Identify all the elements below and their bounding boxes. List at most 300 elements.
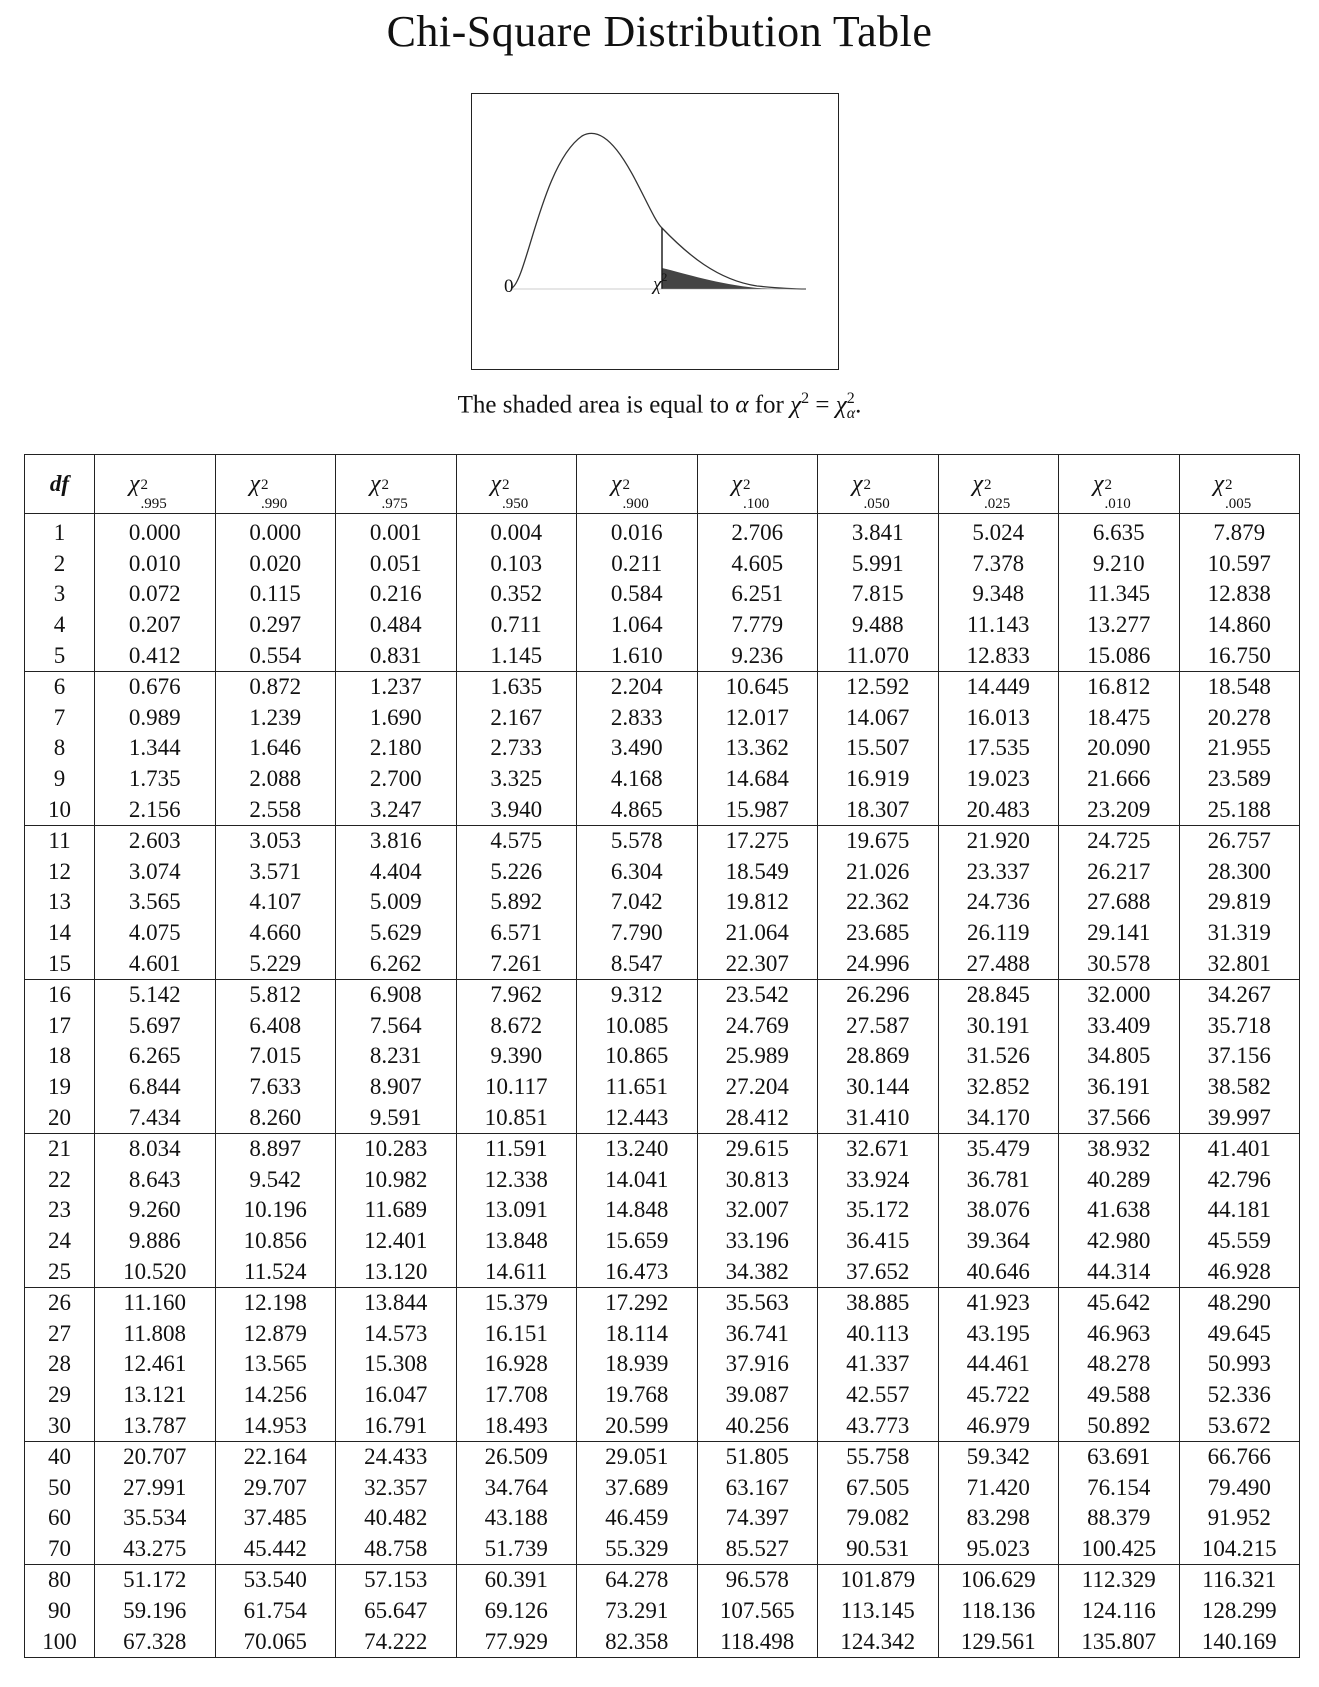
df-cell: 11 xyxy=(25,825,95,856)
value-cell: 24.725 xyxy=(1059,825,1180,856)
value-cell: 79.490 xyxy=(1179,1472,1300,1503)
distribution-figure xyxy=(471,93,839,370)
value-cell: 7.042 xyxy=(577,887,698,918)
table-header-row xyxy=(25,455,1300,514)
header-chi-symbol: χ xyxy=(972,470,984,497)
value-cell: 0.584 xyxy=(577,579,698,610)
value-cell: 50.892 xyxy=(1059,1410,1180,1441)
value-cell: 11.524 xyxy=(215,1256,336,1287)
value-cell: 1.690 xyxy=(336,703,457,734)
value-cell: 17.535 xyxy=(938,733,1059,764)
value-cell: 4.575 xyxy=(456,825,577,856)
value-cell: 43.188 xyxy=(456,1503,577,1534)
value-cell: 7.779 xyxy=(697,610,818,641)
value-cell: 13.121 xyxy=(95,1380,216,1411)
value-cell: 1.635 xyxy=(456,671,577,702)
value-cell: 129.561 xyxy=(938,1626,1059,1657)
value-cell: 11.689 xyxy=(336,1195,457,1226)
value-cell: 49.588 xyxy=(1059,1380,1180,1411)
value-cell: 41.923 xyxy=(938,1287,1059,1318)
value-cell: 16.812 xyxy=(1059,671,1180,702)
value-cell: 0.001 xyxy=(336,518,457,549)
value-cell: 13.787 xyxy=(95,1410,216,1441)
table-row xyxy=(25,1503,1300,1534)
value-cell: 15.987 xyxy=(697,794,818,825)
value-cell: 6.571 xyxy=(456,918,577,949)
value-cell: 53.672 xyxy=(1179,1410,1300,1441)
value-cell: 46.459 xyxy=(577,1503,698,1534)
value-cell: 3.841 xyxy=(818,518,939,549)
value-cell: 24.736 xyxy=(938,887,1059,918)
value-cell: 12.592 xyxy=(818,671,939,702)
value-cell: 50.993 xyxy=(1179,1349,1300,1380)
header-alpha-value: .900 xyxy=(622,495,649,512)
value-cell: 43.195 xyxy=(938,1318,1059,1349)
value-cell: 12.838 xyxy=(1179,579,1300,610)
value-cell: 14.256 xyxy=(215,1380,336,1411)
value-cell: 2.088 xyxy=(215,764,336,795)
header-chi-1: χ 2 .990 xyxy=(215,455,336,514)
value-cell: 45.442 xyxy=(215,1534,336,1565)
table-row xyxy=(25,979,1300,1010)
value-cell: 65.647 xyxy=(336,1596,457,1627)
value-cell: 0.484 xyxy=(336,610,457,641)
value-cell: 79.082 xyxy=(818,1503,939,1534)
value-cell: 39.087 xyxy=(697,1380,818,1411)
df-cell: 24 xyxy=(25,1226,95,1257)
value-cell: 55.758 xyxy=(818,1441,939,1472)
value-cell: 27.488 xyxy=(938,948,1059,979)
value-cell: 25.188 xyxy=(1179,794,1300,825)
value-cell: 5.812 xyxy=(215,979,336,1010)
value-cell: 23.589 xyxy=(1179,764,1300,795)
value-cell: 40.482 xyxy=(336,1503,457,1534)
value-cell: 8.260 xyxy=(215,1102,336,1133)
value-cell: 59.342 xyxy=(938,1441,1059,1472)
table-row xyxy=(25,549,1300,580)
value-cell: 1.735 xyxy=(95,764,216,795)
value-cell: 19.812 xyxy=(697,887,818,918)
value-cell: 16.473 xyxy=(577,1256,698,1287)
value-cell: 31.526 xyxy=(938,1041,1059,1072)
header-chi-symbol: χ xyxy=(851,470,863,497)
value-cell: 28.300 xyxy=(1179,857,1300,888)
value-cell: 6.251 xyxy=(697,579,818,610)
value-cell: 7.434 xyxy=(95,1102,216,1133)
value-cell: 44.461 xyxy=(938,1349,1059,1380)
value-cell: 1.145 xyxy=(456,640,577,671)
table-row xyxy=(25,1011,1300,1042)
df-cell: 25 xyxy=(25,1256,95,1287)
value-cell: 0.051 xyxy=(336,549,457,580)
value-cell: 9.236 xyxy=(697,640,818,671)
value-cell: 43.275 xyxy=(95,1534,216,1565)
value-cell: 6.908 xyxy=(336,979,457,1010)
value-cell: 7.015 xyxy=(215,1041,336,1072)
value-cell: 4.075 xyxy=(95,918,216,949)
table-row xyxy=(25,794,1300,825)
value-cell: 11.591 xyxy=(456,1133,577,1164)
value-cell: 1.610 xyxy=(577,640,698,671)
header-chi-9: χ 2 .005 xyxy=(1179,455,1300,514)
value-cell: 42.557 xyxy=(818,1380,939,1411)
value-cell: 6.262 xyxy=(336,948,457,979)
value-cell: 3.940 xyxy=(456,794,577,825)
value-cell: 42.796 xyxy=(1179,1164,1300,1195)
value-cell: 51.172 xyxy=(95,1565,216,1596)
value-cell: 9.260 xyxy=(95,1195,216,1226)
value-cell: 37.566 xyxy=(1059,1102,1180,1133)
value-cell: 140.169 xyxy=(1179,1626,1300,1657)
value-cell: 20.090 xyxy=(1059,733,1180,764)
df-cell: 18 xyxy=(25,1041,95,1072)
header-chi-5: χ 2 .100 xyxy=(697,455,818,514)
value-cell: 3.490 xyxy=(577,733,698,764)
value-cell: 23.209 xyxy=(1059,794,1180,825)
df-cell: 15 xyxy=(25,948,95,979)
value-cell: 2.833 xyxy=(577,703,698,734)
value-cell: 1.646 xyxy=(215,733,336,764)
df-cell: 28 xyxy=(25,1349,95,1380)
value-cell: 83.298 xyxy=(938,1503,1059,1534)
value-cell: 4.107 xyxy=(215,887,336,918)
value-cell: 21.064 xyxy=(697,918,818,949)
value-cell: 28.412 xyxy=(697,1102,818,1133)
value-cell: 26.296 xyxy=(818,979,939,1010)
table-row xyxy=(25,1534,1300,1565)
header-chi-7: χ 2 .025 xyxy=(938,455,1059,514)
value-cell: 11.160 xyxy=(95,1287,216,1318)
value-cell: 34.170 xyxy=(938,1102,1059,1133)
table-row xyxy=(25,1072,1300,1103)
table-row xyxy=(25,1441,1300,1472)
value-cell: 10.196 xyxy=(215,1195,336,1226)
value-cell: 51.739 xyxy=(456,1534,577,1565)
value-cell: 25.989 xyxy=(697,1041,818,1072)
df-cell: 19 xyxy=(25,1072,95,1103)
value-cell: 12.338 xyxy=(456,1164,577,1195)
value-cell: 32.801 xyxy=(1179,948,1300,979)
value-cell: 11.651 xyxy=(577,1072,698,1103)
value-cell: 53.540 xyxy=(215,1565,336,1596)
df-cell: 5 xyxy=(25,640,95,671)
value-cell: 40.289 xyxy=(1059,1164,1180,1195)
value-cell: 63.691 xyxy=(1059,1441,1180,1472)
value-cell: 0.831 xyxy=(336,640,457,671)
value-cell: 0.072 xyxy=(95,579,216,610)
value-cell: 8.907 xyxy=(336,1072,457,1103)
value-cell: 55.329 xyxy=(577,1534,698,1565)
value-cell: 7.790 xyxy=(577,918,698,949)
value-cell: 23.685 xyxy=(818,918,939,949)
value-cell: 15.308 xyxy=(336,1349,457,1380)
df-cell: 60 xyxy=(25,1503,95,1534)
value-cell: 24.769 xyxy=(697,1011,818,1042)
value-cell: 35.563 xyxy=(697,1287,818,1318)
value-cell: 22.362 xyxy=(818,887,939,918)
value-cell: 57.153 xyxy=(336,1565,457,1596)
value-cell: 12.017 xyxy=(697,703,818,734)
df-cell: 21 xyxy=(25,1133,95,1164)
value-cell: 2.700 xyxy=(336,764,457,795)
value-cell: 5.142 xyxy=(95,979,216,1010)
value-cell: 31.410 xyxy=(818,1102,939,1133)
value-cell: 60.391 xyxy=(456,1565,577,1596)
value-cell: 2.204 xyxy=(577,671,698,702)
value-cell: 5.892 xyxy=(456,887,577,918)
df-cell: 17 xyxy=(25,1011,95,1042)
value-cell: 101.879 xyxy=(818,1565,939,1596)
value-cell: 6.265 xyxy=(95,1041,216,1072)
value-cell: 27.688 xyxy=(1059,887,1180,918)
value-cell: 74.397 xyxy=(697,1503,818,1534)
value-cell: 20.483 xyxy=(938,794,1059,825)
value-cell: 27.587 xyxy=(818,1011,939,1042)
value-cell: 16.750 xyxy=(1179,640,1300,671)
value-cell: 0.010 xyxy=(95,549,216,580)
value-cell: 10.597 xyxy=(1179,549,1300,580)
value-cell: 36.415 xyxy=(818,1226,939,1257)
header-alpha-value: .995 xyxy=(140,495,167,512)
header-chi-symbol: χ xyxy=(610,470,622,497)
value-cell: 0.711 xyxy=(456,610,577,641)
value-cell: 1.064 xyxy=(577,610,698,641)
header-alpha-value: .975 xyxy=(381,495,408,512)
df-cell: 9 xyxy=(25,764,95,795)
chi-square-curve-illustration xyxy=(472,94,840,371)
value-cell: 30.144 xyxy=(818,1072,939,1103)
table-row xyxy=(25,1410,1300,1441)
value-cell: 13.240 xyxy=(577,1133,698,1164)
df-cell: 4 xyxy=(25,610,95,641)
value-cell: 26.757 xyxy=(1179,825,1300,856)
value-cell: 32.671 xyxy=(818,1133,939,1164)
value-cell: 12.833 xyxy=(938,640,1059,671)
value-cell: 12.401 xyxy=(336,1226,457,1257)
header-alpha-value: .050 xyxy=(863,495,890,512)
value-cell: 9.390 xyxy=(456,1041,577,1072)
df-cell: 22 xyxy=(25,1164,95,1195)
value-cell: 2.733 xyxy=(456,733,577,764)
value-cell: 118.136 xyxy=(938,1596,1059,1627)
df-cell: 40 xyxy=(25,1441,95,1472)
value-cell: 100.425 xyxy=(1059,1534,1180,1565)
df-cell: 1 xyxy=(25,518,95,549)
value-cell: 10.117 xyxy=(456,1072,577,1103)
value-cell: 9.312 xyxy=(577,979,698,1010)
value-cell: 116.321 xyxy=(1179,1565,1300,1596)
table-row xyxy=(25,857,1300,888)
figure-caption: The shaded area is equal to α for $\chi^2 = \chi^2_\alpha$. xyxy=(457,390,862,423)
value-cell: 17.275 xyxy=(697,825,818,856)
value-cell: 135.807 xyxy=(1059,1626,1180,1657)
value-cell: 22.164 xyxy=(215,1441,336,1472)
value-cell: 16.013 xyxy=(938,703,1059,734)
header-chi-6: χ 2 .050 xyxy=(818,455,939,514)
value-cell: 6.844 xyxy=(95,1072,216,1103)
value-cell: 3.325 xyxy=(456,764,577,795)
value-cell: 88.379 xyxy=(1059,1503,1180,1534)
value-cell: 32.007 xyxy=(697,1195,818,1226)
value-cell: 61.754 xyxy=(215,1596,336,1627)
value-cell: 11.143 xyxy=(938,610,1059,641)
value-cell: 13.844 xyxy=(336,1287,457,1318)
value-cell: 8.897 xyxy=(215,1133,336,1164)
value-cell: 14.573 xyxy=(336,1318,457,1349)
value-cell: 66.766 xyxy=(1179,1441,1300,1472)
value-cell: 76.154 xyxy=(1059,1472,1180,1503)
df-cell: 14 xyxy=(25,918,95,949)
value-cell: 3.074 xyxy=(95,857,216,888)
value-cell: 21.026 xyxy=(818,857,939,888)
value-cell: 30.578 xyxy=(1059,948,1180,979)
value-cell: 5.629 xyxy=(336,918,457,949)
value-cell: 34.805 xyxy=(1059,1041,1180,1072)
header-alpha-value: .005 xyxy=(1225,495,1252,512)
df-cell: 50 xyxy=(25,1472,95,1503)
header-chi-symbol: χ xyxy=(1092,470,1104,497)
value-cell: 9.591 xyxy=(336,1102,457,1133)
value-cell: 18.939 xyxy=(577,1349,698,1380)
df-cell: 8 xyxy=(25,733,95,764)
value-cell: 4.404 xyxy=(336,857,457,888)
value-cell: 82.358 xyxy=(577,1626,698,1657)
value-cell: 3.565 xyxy=(95,887,216,918)
value-cell: 1.239 xyxy=(215,703,336,734)
df-cell: 23 xyxy=(25,1195,95,1226)
value-cell: 5.009 xyxy=(336,887,457,918)
table-row xyxy=(25,579,1300,610)
value-cell: 36.191 xyxy=(1059,1072,1180,1103)
table-row xyxy=(25,1318,1300,1349)
value-cell: 16.791 xyxy=(336,1410,457,1441)
header-alpha-value: .100 xyxy=(743,495,770,512)
table-row xyxy=(25,918,1300,949)
value-cell: 38.885 xyxy=(818,1287,939,1318)
value-cell: 20.278 xyxy=(1179,703,1300,734)
value-cell: 35.534 xyxy=(95,1503,216,1534)
header-chi-symbol: χ xyxy=(1213,470,1225,497)
value-cell: 5.226 xyxy=(456,857,577,888)
density-curve xyxy=(512,133,806,289)
value-cell: 10.982 xyxy=(336,1164,457,1195)
value-cell: 9.210 xyxy=(1059,549,1180,580)
value-cell: 0.216 xyxy=(336,579,457,610)
value-cell: 106.629 xyxy=(938,1565,1059,1596)
value-cell: 29.819 xyxy=(1179,887,1300,918)
header-alpha-value: .010 xyxy=(1104,495,1131,512)
value-cell: 32.852 xyxy=(938,1072,1059,1103)
df-cell: 16 xyxy=(25,979,95,1010)
value-cell: 9.886 xyxy=(95,1226,216,1257)
value-cell: 118.498 xyxy=(697,1626,818,1657)
value-cell: 40.646 xyxy=(938,1256,1059,1287)
value-cell: 19.023 xyxy=(938,764,1059,795)
value-cell: 64.278 xyxy=(577,1565,698,1596)
value-cell: 18.493 xyxy=(456,1410,577,1441)
value-cell: 8.547 xyxy=(577,948,698,979)
df-cell: 90 xyxy=(25,1596,95,1627)
value-cell: 39.997 xyxy=(1179,1102,1300,1133)
value-cell: 0.989 xyxy=(95,703,216,734)
value-cell: 4.865 xyxy=(577,794,698,825)
shaded-tail-area xyxy=(662,268,806,289)
value-cell: 18.114 xyxy=(577,1318,698,1349)
value-cell: 59.196 xyxy=(95,1596,216,1627)
value-cell: 15.659 xyxy=(577,1226,698,1257)
value-cell: 19.675 xyxy=(818,825,939,856)
value-cell: 20.707 xyxy=(95,1441,216,1472)
value-cell: 48.290 xyxy=(1179,1287,1300,1318)
value-cell: 40.113 xyxy=(818,1318,939,1349)
value-cell: 46.979 xyxy=(938,1410,1059,1441)
df-cell: 100 xyxy=(25,1626,95,1657)
header-chi-symbol: χ xyxy=(249,470,261,497)
header-alpha-value: .950 xyxy=(502,495,529,512)
value-cell: 15.507 xyxy=(818,733,939,764)
value-cell: 91.952 xyxy=(1179,1503,1300,1534)
value-cell: 124.116 xyxy=(1059,1596,1180,1627)
value-cell: 21.920 xyxy=(938,825,1059,856)
header-chi-0: χ 2 .995 xyxy=(95,455,216,514)
chi-square-table xyxy=(24,454,1300,1658)
critical-label-exp: 2 xyxy=(661,270,668,284)
df-cell: 12 xyxy=(25,857,95,888)
value-cell: 31.319 xyxy=(1179,918,1300,949)
value-cell: 15.086 xyxy=(1059,640,1180,671)
value-cell: 41.638 xyxy=(1059,1195,1180,1226)
value-cell: 0.412 xyxy=(95,640,216,671)
table-row xyxy=(25,1102,1300,1133)
header-chi-3: χ 2 .950 xyxy=(456,455,577,514)
value-cell: 30.813 xyxy=(697,1164,818,1195)
value-cell: 0.676 xyxy=(95,671,216,702)
value-cell: 37.689 xyxy=(577,1472,698,1503)
value-cell: 1.344 xyxy=(95,733,216,764)
page-title: Chi-Square Distribution Table xyxy=(386,7,933,56)
value-cell: 36.781 xyxy=(938,1164,1059,1195)
value-cell: 35.479 xyxy=(938,1133,1059,1164)
critical-label-base: χ xyxy=(653,274,662,295)
value-cell: 2.180 xyxy=(336,733,457,764)
value-cell: 10.856 xyxy=(215,1226,336,1257)
value-cell: 15.379 xyxy=(456,1287,577,1318)
value-cell: 38.932 xyxy=(1059,1133,1180,1164)
value-cell: 9.348 xyxy=(938,579,1059,610)
header-chi-2: χ 2 .975 xyxy=(336,455,457,514)
df-cell: 29 xyxy=(25,1380,95,1411)
value-cell: 2.706 xyxy=(697,518,818,549)
value-cell: 67.328 xyxy=(95,1626,216,1657)
value-cell: 35.172 xyxy=(818,1195,939,1226)
value-cell: 74.222 xyxy=(336,1626,457,1657)
value-cell: 10.085 xyxy=(577,1011,698,1042)
value-cell: 9.488 xyxy=(818,610,939,641)
value-cell: 12.461 xyxy=(95,1349,216,1380)
value-cell: 35.718 xyxy=(1179,1011,1300,1042)
value-cell: 37.485 xyxy=(215,1503,336,1534)
value-cell: 51.805 xyxy=(697,1441,818,1472)
value-cell: 18.307 xyxy=(818,794,939,825)
value-cell: 10.645 xyxy=(697,671,818,702)
value-cell: 45.722 xyxy=(938,1380,1059,1411)
value-cell: 0.020 xyxy=(215,549,336,580)
value-cell: 13.565 xyxy=(215,1349,336,1380)
value-cell: 4.168 xyxy=(577,764,698,795)
value-cell: 27.204 xyxy=(697,1072,818,1103)
value-cell: 77.929 xyxy=(456,1626,577,1657)
value-cell: 12.443 xyxy=(577,1102,698,1133)
